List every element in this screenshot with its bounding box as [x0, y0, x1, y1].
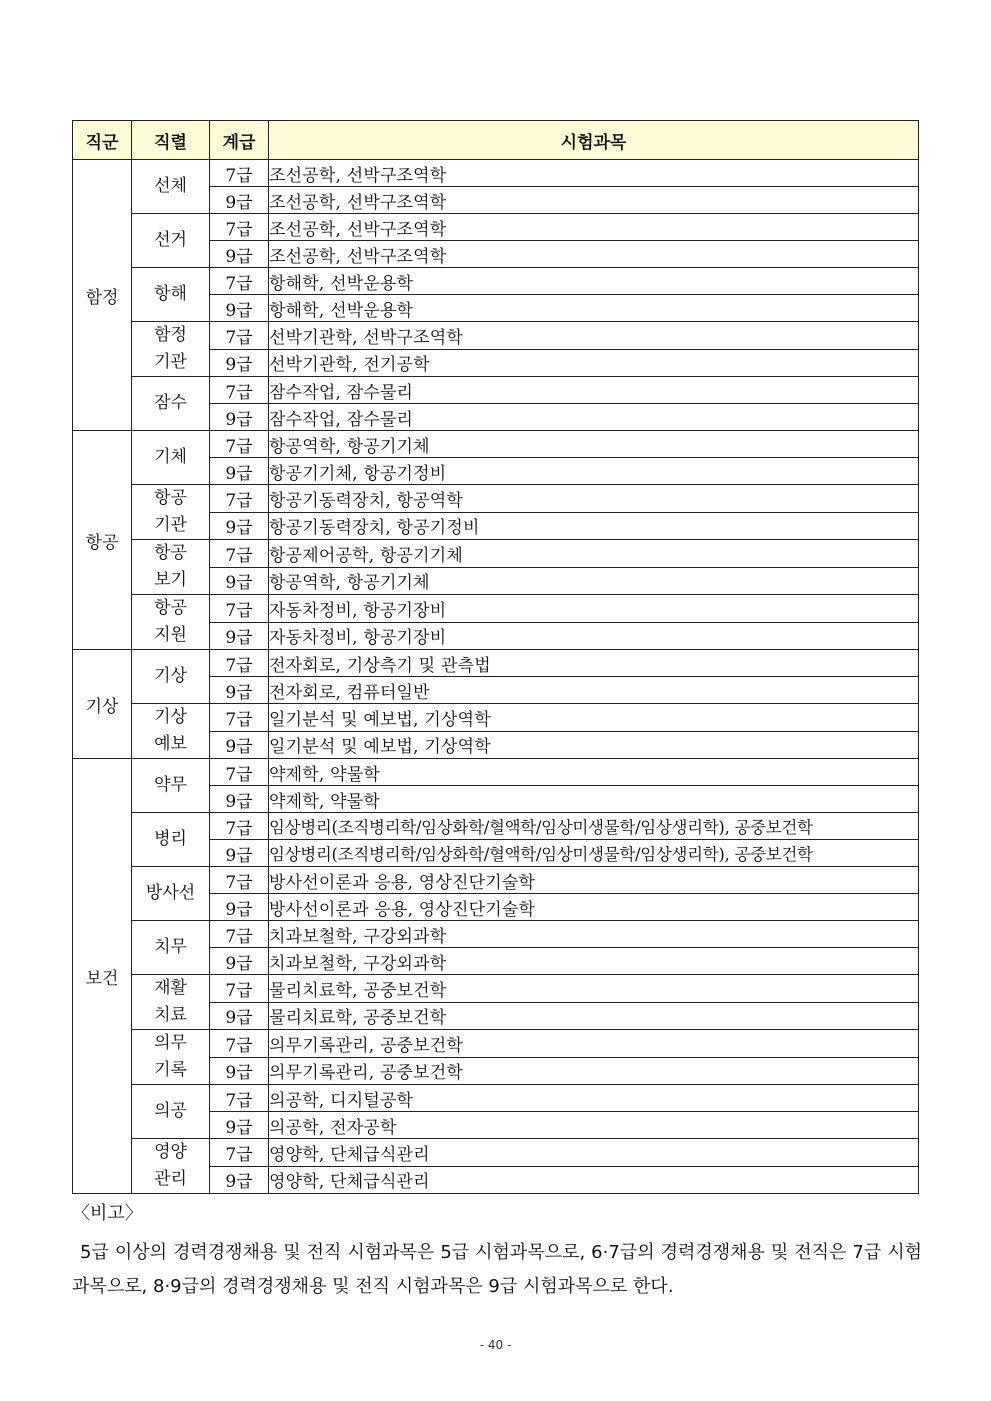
- subjects-cell: 임상병리(조직병리학/임상화학/혈액학/임상미생물학/임상생리학), 공중보건학: [269, 813, 919, 840]
- table-row: [73, 540, 919, 568]
- series-uimu-girok: [132, 1030, 210, 1085]
- subjects-cell: 영양학, 단체급식관리: [269, 1139, 919, 1167]
- grade-cell: 9급: [210, 1166, 269, 1194]
- grade-cell: 7급: [210, 1139, 269, 1167]
- subjects-cell: 선박기관학, 선박구조역학: [269, 322, 919, 350]
- group-gisang: 기상: [73, 650, 132, 759]
- series-label-line: 기상: [154, 707, 187, 727]
- subjects-cell: 잠수작업, 잠수물리: [269, 377, 919, 404]
- subjects-cell: 항공제어공학, 항공기기체: [269, 540, 919, 568]
- series-label-line: 보기: [154, 570, 187, 590]
- header-grade: 계급: [210, 121, 269, 160]
- subjects-cell: 조선공학, 선박구조역학: [269, 160, 919, 187]
- table-row: [73, 759, 919, 786]
- grade-cell: 9급: [210, 840, 269, 867]
- series-label-line: 항공: [154, 543, 187, 563]
- series-yakmu: 약무: [132, 759, 210, 813]
- subjects-cell: 조선공학, 선박구조역학: [269, 241, 919, 268]
- table-row: [73, 322, 919, 350]
- group-hanggong: 항공: [73, 431, 132, 650]
- table-row: [73, 813, 919, 840]
- table-header-row: [73, 121, 919, 160]
- table-row: [73, 485, 919, 513]
- page-number: - 40 -: [479, 1338, 512, 1352]
- header-exam-subjects: 시험과목: [269, 121, 919, 160]
- series-hanggong-gigwan: [132, 485, 210, 540]
- grade-cell: 7급: [210, 268, 269, 295]
- subjects-cell: 항공역학, 항공기기체: [269, 567, 919, 595]
- grade-cell: 7급: [210, 759, 269, 786]
- series-chimu: 치무: [132, 921, 210, 975]
- group-hamjeong: 함정: [73, 160, 132, 431]
- series-jamsu: 잠수: [132, 377, 210, 431]
- series-label-line: 관리: [154, 1169, 187, 1189]
- series-hamjeong-gigwan: [132, 322, 210, 377]
- grade-cell: 7급: [210, 214, 269, 241]
- table-row: [73, 1139, 919, 1167]
- table-row: [73, 160, 919, 187]
- series-label-line: 예보: [154, 734, 187, 754]
- subjects-cell: 전자회로, 컴퓨터일반: [269, 677, 919, 704]
- subjects-cell: 치과보철학, 구강외과학: [269, 921, 919, 948]
- grade-cell: 9급: [210, 786, 269, 813]
- table-row: [73, 214, 919, 241]
- series-byeongni: 병리: [132, 813, 210, 867]
- grade-cell: 7급: [210, 431, 269, 458]
- table-row: [73, 595, 919, 623]
- subjects-cell: 치과보철학, 구강외과학: [269, 948, 919, 975]
- exam-subjects-table: [72, 120, 919, 1194]
- remarks-section: [72, 1200, 922, 1304]
- table-row: [73, 431, 919, 458]
- series-jaehwal-chiryo: [132, 975, 210, 1030]
- subjects-cell: 임상병리(조직병리학/임상화학/혈액학/임상미생물학/임상생리학), 공중보건학: [269, 840, 919, 867]
- table-row: [73, 921, 919, 948]
- subjects-cell: 항해학, 선박운용학: [269, 295, 919, 322]
- grade-cell: 7급: [210, 813, 269, 840]
- grade-cell: 7급: [210, 377, 269, 404]
- subjects-cell: 약제학, 약물학: [269, 786, 919, 813]
- subjects-cell: 의공학, 디지털공학: [269, 1085, 919, 1112]
- series-label-line: 기관: [154, 352, 187, 372]
- grade-cell: 7급: [210, 322, 269, 350]
- subjects-cell: 자동차정비, 항공기장비: [269, 622, 919, 650]
- series-label-line: 함정: [154, 325, 187, 345]
- grade-cell: 9급: [210, 512, 269, 540]
- subjects-cell: 의공학, 전자공학: [269, 1112, 919, 1139]
- series-seonche: 선체: [132, 160, 210, 214]
- grade-cell: 7급: [210, 867, 269, 894]
- table-row: [73, 975, 919, 1003]
- subjects-cell: 항공기동력장치, 항공역학: [269, 485, 919, 513]
- grade-cell: 9급: [210, 1112, 269, 1139]
- grade-cell: 9급: [210, 187, 269, 214]
- grade-cell: 7급: [210, 1030, 269, 1058]
- grade-cell: 7급: [210, 595, 269, 623]
- subjects-cell: 의무기록관리, 공중보건학: [269, 1057, 919, 1085]
- grade-cell: 9급: [210, 567, 269, 595]
- subjects-cell: 항공기기체, 항공기정비: [269, 458, 919, 485]
- grade-cell: 9급: [210, 404, 269, 431]
- series-giche: 기체: [132, 431, 210, 485]
- subjects-cell: 일기분석 및 예보법, 기상역학: [269, 731, 919, 759]
- subjects-cell: 항해학, 선박운용학: [269, 268, 919, 295]
- table-row: [73, 377, 919, 404]
- series-gisang: 기상: [132, 650, 210, 704]
- table-row: [73, 1085, 919, 1112]
- table-row: [73, 650, 919, 677]
- grade-cell: 9급: [210, 677, 269, 704]
- grade-cell: 9급: [210, 241, 269, 268]
- subjects-cell: 방사선이론과 응용, 영상진단기술학: [269, 894, 919, 921]
- series-hanghae: 항해: [132, 268, 210, 322]
- subjects-cell: 잠수작업, 잠수물리: [269, 404, 919, 431]
- grade-cell: 7급: [210, 975, 269, 1003]
- series-label-line: 기관: [154, 515, 187, 535]
- grade-cell: 7급: [210, 485, 269, 513]
- subjects-cell: 항공역학, 항공기기체: [269, 431, 919, 458]
- subjects-cell: 자동차정비, 항공기장비: [269, 595, 919, 623]
- grade-cell: 9급: [210, 894, 269, 921]
- header-job-series: 직렬: [132, 121, 210, 160]
- series-label-line: 의무: [154, 1033, 187, 1053]
- grade-cell: 9급: [210, 948, 269, 975]
- series-hanggong-bogi: [132, 540, 210, 595]
- table-row: [73, 867, 919, 894]
- header-job-group: 직군: [73, 121, 132, 160]
- remarks-title: 〈비고〉: [72, 1203, 143, 1224]
- subjects-cell: 물리치료학, 공중보건학: [269, 975, 919, 1003]
- series-label-line: 기록: [154, 1060, 187, 1080]
- remarks-body: 5급 이상의 경력경쟁채용 및 전직 시험과목은 5급 시험과목으로, 6·7급의 경력경쟁채용 및 전직은 7급 시험과목으로, 8·9급의 경력경쟁채용 및 전직 시험과목은 9급 시험과목으로 한다.: [72, 1242, 922, 1297]
- series-uigong: 의공: [132, 1085, 210, 1139]
- grade-cell: 9급: [210, 731, 269, 759]
- subjects-cell: 물리치료학, 공중보건학: [269, 1002, 919, 1030]
- series-seongeo: 선거: [132, 214, 210, 268]
- series-hanggong-jiwon: [132, 595, 210, 650]
- subjects-cell: 선박기관학, 전기공학: [269, 349, 919, 377]
- table-row: [73, 1030, 919, 1058]
- series-yeongyang-gwalli: [132, 1139, 210, 1194]
- grade-cell: 9급: [210, 295, 269, 322]
- grade-cell: 7급: [210, 540, 269, 568]
- grade-cell: 9급: [210, 349, 269, 377]
- subjects-cell: 영양학, 단체급식관리: [269, 1166, 919, 1194]
- series-gisang-yebo: [132, 704, 210, 759]
- series-label-line: 재활: [154, 978, 187, 998]
- grade-cell: 7급: [210, 1085, 269, 1112]
- subjects-cell: 항공기동력장치, 항공기정비: [269, 512, 919, 540]
- subjects-cell: 조선공학, 선박구조역학: [269, 214, 919, 241]
- subjects-cell: 전자회로, 기상측기 및 관측법: [269, 650, 919, 677]
- subjects-cell: 조선공학, 선박구조역학: [269, 187, 919, 214]
- series-label-line: 항공: [154, 598, 187, 618]
- group-bogeon: 보건: [73, 759, 132, 1194]
- subjects-cell: 의무기록관리, 공중보건학: [269, 1030, 919, 1058]
- grade-cell: 9급: [210, 458, 269, 485]
- series-label-line: 영양: [154, 1142, 187, 1162]
- grade-cell: 9급: [210, 1057, 269, 1085]
- series-bangsaseon: 방사선: [132, 867, 210, 921]
- grade-cell: 7급: [210, 650, 269, 677]
- series-label-line: 지원: [154, 625, 187, 645]
- grade-cell: 9급: [210, 622, 269, 650]
- grade-cell: 7급: [210, 704, 269, 732]
- subjects-cell: 일기분석 및 예보법, 기상역학: [269, 704, 919, 732]
- series-label-line: 치료: [154, 1005, 187, 1025]
- subjects-cell: 약제학, 약물학: [269, 759, 919, 786]
- subjects-cell: 방사선이론과 응용, 영상진단기술학: [269, 867, 919, 894]
- table-row: [73, 704, 919, 732]
- grade-cell: 9급: [210, 1002, 269, 1030]
- table-row: [73, 268, 919, 295]
- grade-cell: 7급: [210, 160, 269, 187]
- grade-cell: 7급: [210, 921, 269, 948]
- series-label-line: 항공: [154, 488, 187, 508]
